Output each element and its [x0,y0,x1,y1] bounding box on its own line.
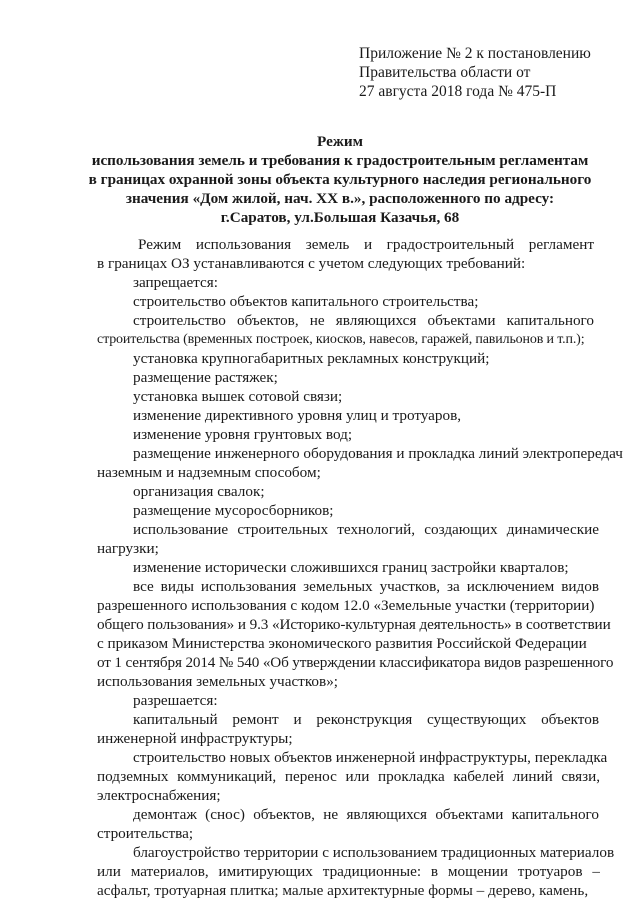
body-line: размещение растяжек; [133,369,278,386]
body-line: разрешается: [133,692,218,709]
body-line: демонтаж (снос) объектов, не являющихся объектами капитального [133,806,599,823]
body-line: в границах ОЗ устанавливаются с учетом следующих требований: [97,255,526,272]
annex-header-line-1: Приложение № 2 к постановлению [359,45,591,62]
title-line-2: использования земель и требования к градостроительным регламентам [91,152,589,169]
body-line: организация свалок; [133,483,265,500]
body-line: благоустройство территории с использованием традиционных материалов [133,844,615,861]
body-line: изменение директивного уровня улиц и тротуаров, [133,407,462,424]
body-line: нагрузки; [97,540,159,557]
title-line-1: Режим [317,133,363,150]
body-line: строительство объектов, не являющихся объектами капитального [133,312,594,329]
body-line: строительство новых объектов инженерной инфраструктуры, перекладка [133,749,608,766]
body-line: запрещается: [133,274,218,291]
body-line: инженерной инфраструктуры; [97,730,293,747]
body-line: использование строительных технологий, создающих динамические [133,521,599,538]
body-line: или материалов, имитирующих традиционные: в мощении тротуаров – [97,863,600,880]
body-line: установка крупногабаритных рекламных конструкций; [133,350,490,367]
title-line-3: в границах охранной зоны объекта культурного наследия регионального [88,171,592,188]
body-line: размещение мусоросборников; [133,502,334,519]
body-line: строительства; [97,825,194,842]
document-body [0,235,640,900]
body-line: установка вышек сотовой связи; [133,388,343,405]
title-line-4: значения «Дом жилой, нач. XX в.», расположенного по адресу: [125,190,555,207]
body-line: строительство объектов капитального строительства; [133,293,479,310]
body-line: все виды использования земельных участков, за исключением видов [133,578,599,595]
body-line: размещение инженерного оборудования и прокладка линий электропередач [133,445,623,462]
body-line: Режим использования земель и градостроительный регламент [138,236,594,253]
body-line: асфальт, тротуарная плитка; малые архитектурные формы – дерево, камень, [97,882,589,899]
document-title [70,132,610,227]
annex-header-line-2: Правительства области от [359,64,531,81]
body-line: общего пользования» и 9.3 «Историко-культурная деятельность» в соответствии [97,616,611,633]
body-line: подземных коммуникаций, перенос или прокладка кабелей линий связи, [97,768,600,785]
body-line: изменение исторически сложившихся границ застройки кварталов; [133,559,569,576]
body-line: разрешенного использования с кодом 12.0 «Земельные участки (территории) [97,597,595,614]
body-line: электроснабжения; [97,787,221,804]
body-line: изменение уровня грунтовых вод; [133,426,353,443]
body-line: строительства (временных построек, киосков, навесов, гаражей, павильонов и т.п.); [97,332,585,347]
body-line: наземным и надземным способом; [97,464,321,481]
document-annex-header [359,44,591,101]
body-line: использования земельных участков»; [97,673,339,690]
body-line: от 1 сентября 2014 № 540 «Об утверждении классификатора видов разрешенного [97,654,614,671]
body-line: с приказом Министерства экономического развития Российской Федерации [97,635,587,652]
body-line: капитальный ремонт и реконструкция существующих объектов [133,711,599,728]
title-line-5: г.Саратов, ул.Большая Казачья, 68 [220,209,460,226]
annex-header-line-3: 27 августа 2018 года № 475-П [359,83,557,100]
